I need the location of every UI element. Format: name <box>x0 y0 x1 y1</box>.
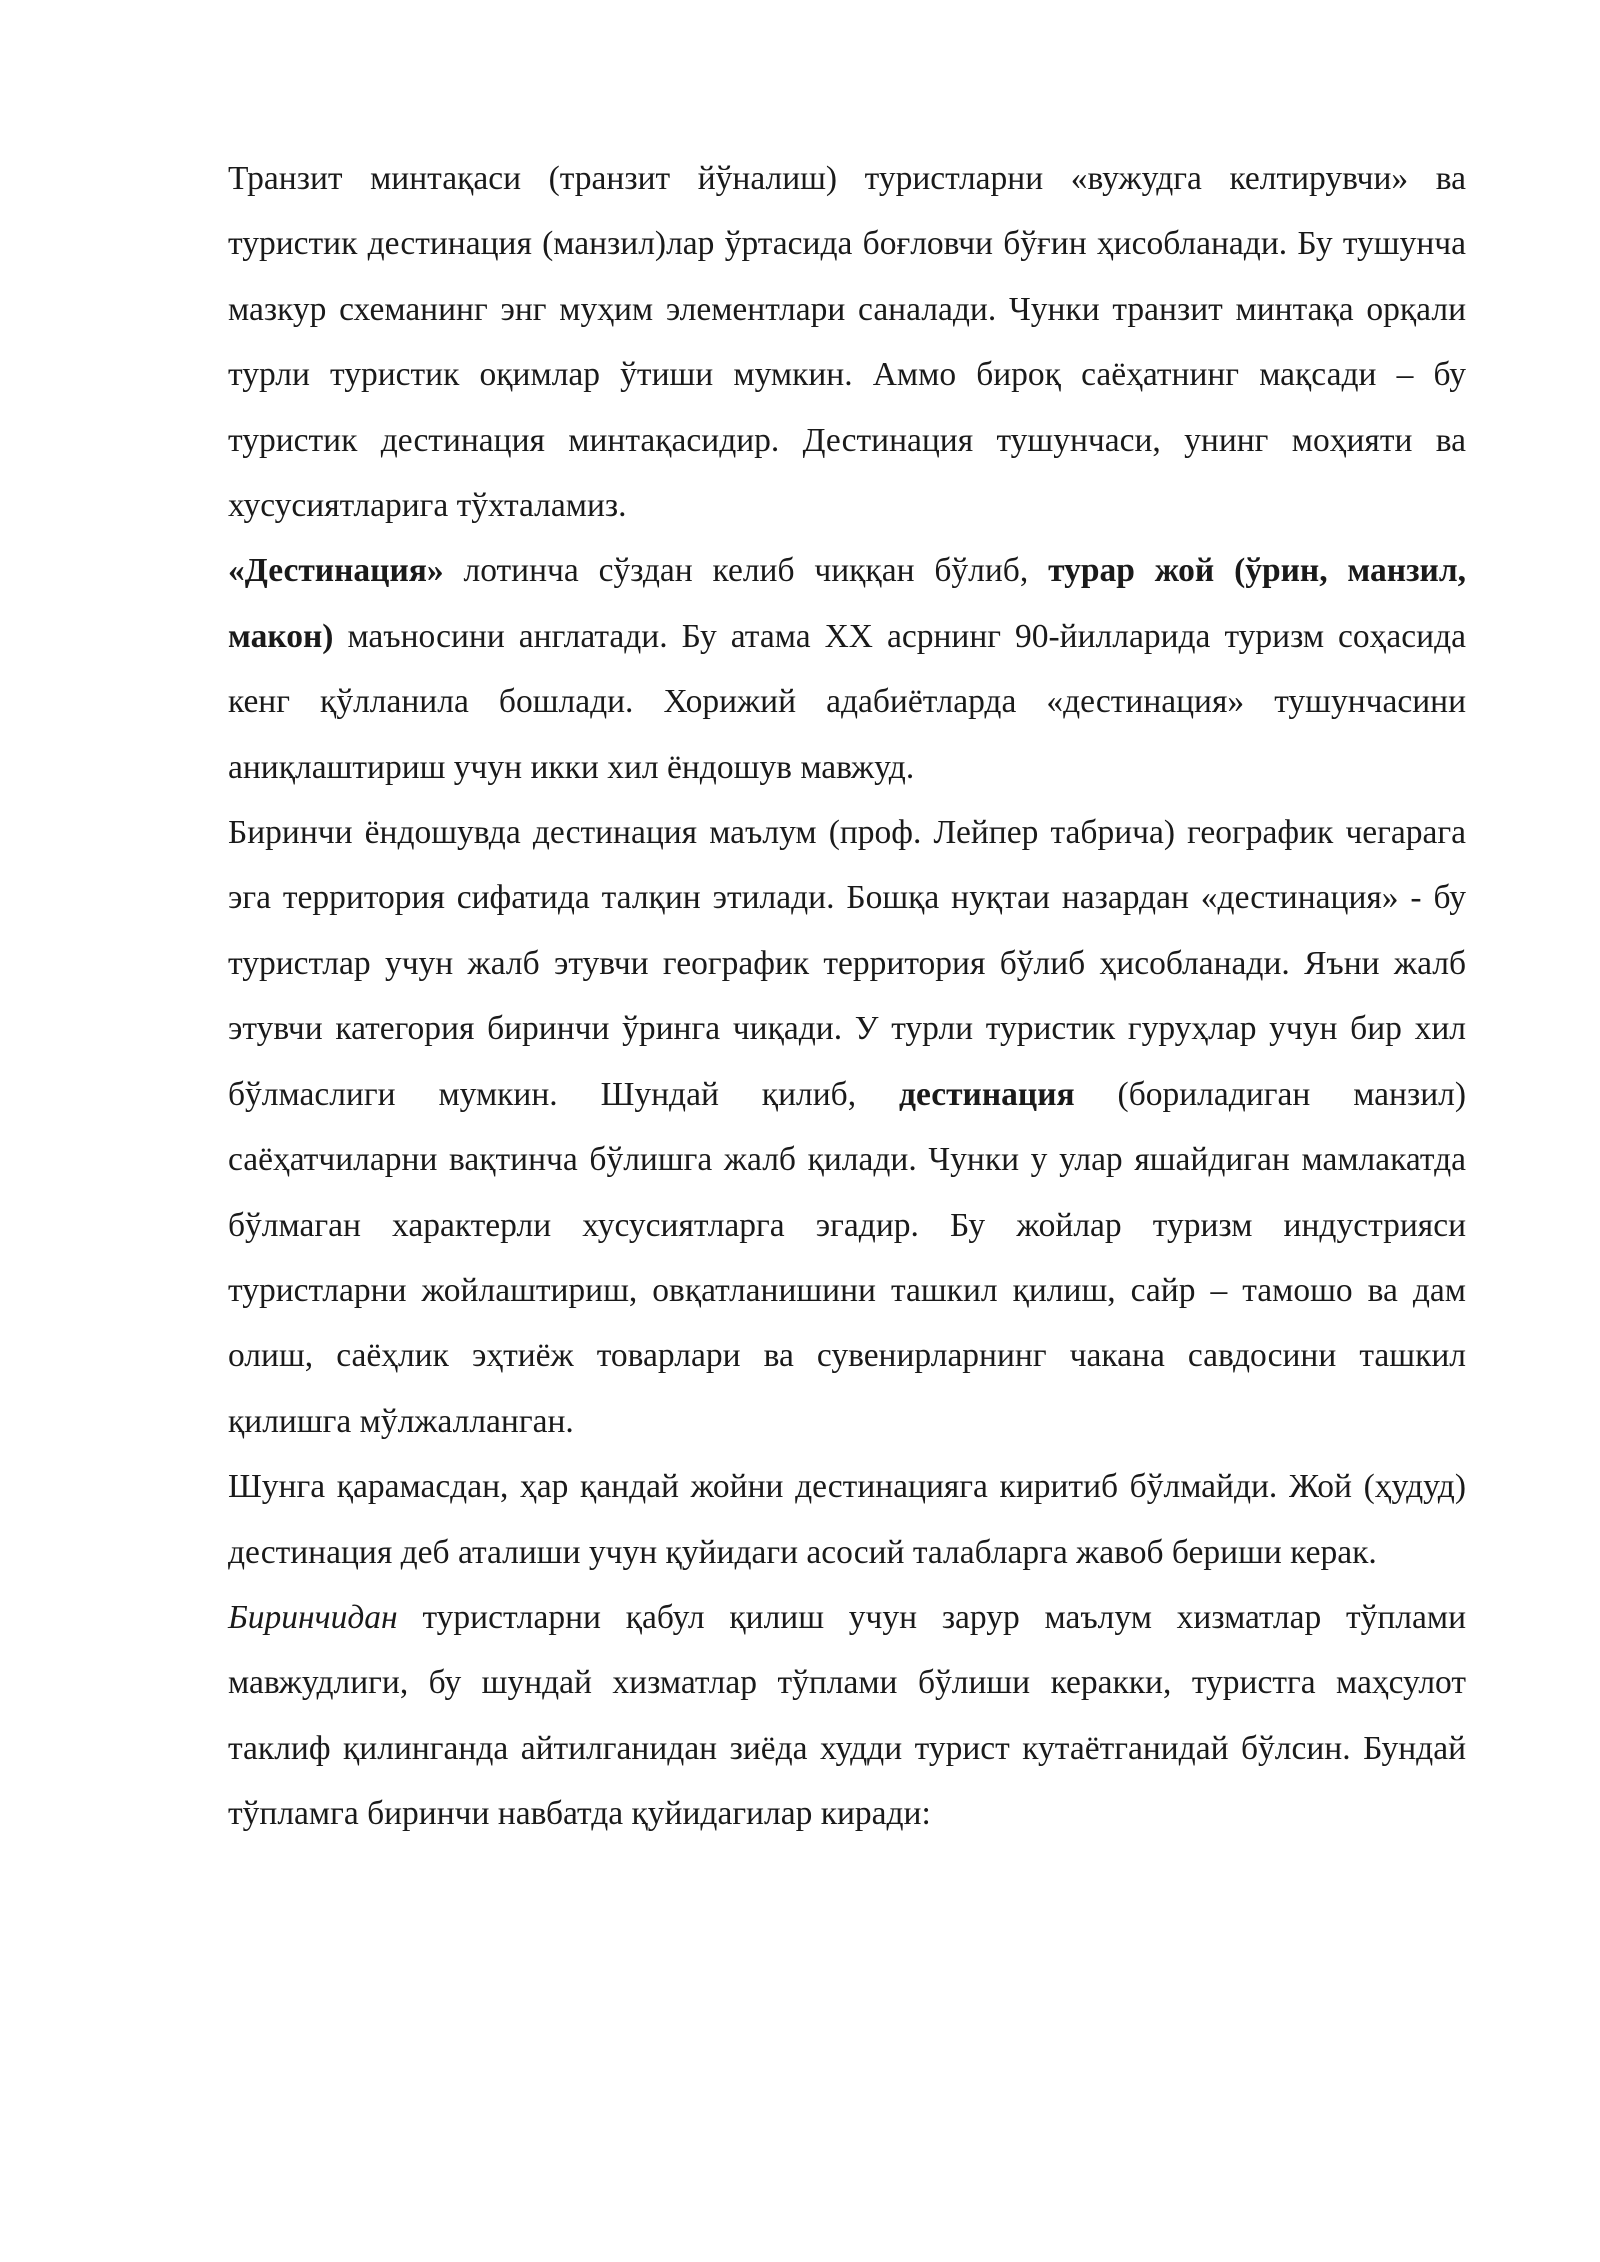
paragraph-transit-region <box>228 146 1466 538</box>
term-destination-bold: «Дестинация» <box>228 552 444 590</box>
paragraph-destination-definition <box>228 538 1466 800</box>
paragraph-text: лотинча сўздан келиб чиққан бўлиб, <box>443 552 1049 590</box>
meaning-bold: турар жой (ўрин, манзил, макон) <box>228 552 1467 655</box>
paragraph-text: Биринчи ёндошувда дестинация маълум (проф. Лейпер табрича) географик чегарага эга территория сифатида талқин этилади. Бошқа нуқтаи назардан «дестинация» - бу туристлар учун жалб этувчи географик территория бўлиб ҳисобланади. Яъни жалб этувчи категория биринчи ўринга чиқади. У турли туристик гуруҳлар учун бир хил бўлмаслиги мумкин. Шундай қилиб, <box>228 814 1466 1113</box>
paragraph-firstly <box>228 1585 1466 1847</box>
document-body <box>228 146 1466 1847</box>
lead-italic: Биринчидан <box>228 1598 398 1636</box>
paragraph-text: Транзит минтақаси (транзит йўналиш) туристларни «вужудга келтирувчи» ва туристик дестинация (манзил)лар ўртасида боғловчи бўғин ҳисобланади. Бу тушунча мазкур схеманинг энг муҳим элементлари саналади. Чунки транзит минтақа орқали турли туристик оқимлар ўтиши мумкин. Аммо бироқ саёҳатнинг мақсади – бу туристик дестинация минтақасидир. Дестинация тушунчаси, унинг моҳияти ва хусусиятларига тўхталамиз. <box>228 160 1466 525</box>
paragraph-text: (бориладиган манзил) саёҳатчиларни вақтинча бўлишга жалб қилади. Чунки у улар яшайдиган мамлакатда бўлмаган характерли хусусиятларга эгадир. Бу жойлар туризм индустрияси туристларни жойлаштириш, овқатланишини ташкил қилиш, сайр – тамошо ва дам олиш, саёҳлик эҳтиёж товарлари ва сувенирларнинг чакана савдосини ташкил қилишга мўлжалланган. <box>228 1075 1466 1440</box>
paragraph-first-approach <box>228 800 1466 1454</box>
paragraph-requirements <box>228 1454 1466 1585</box>
term-destination-bold: дестинация <box>899 1075 1075 1113</box>
paragraph-text: туристларни қабул қилиш учун зарур маълум хизматлар тўплами мавжудлиги, бу шундай хизматлар тўплами бўлиши керакки, туристга маҳсулот таклиф қилинганда айтилганидан зиёда худди турист кутаётганидай бўлсин. Бундай тўпламга биринчи навбатда қуйидагилар киради: <box>228 1598 1466 1833</box>
paragraph-text: Шунга қарамасдан, ҳар қандай жойни дестинацияга киритиб бўлмайди. Жой (ҳудуд) дестинация деб аталиши учун қуйидаги асосий талабларга жавоб бериши керак. <box>228 1468 1466 1571</box>
paragraph-text: маъносини англатади. Бу атама ХХ асрнинг 90-йилларида туризм соҳасида кенг қўлланила бошлади. Хорижий адабиётларда «дестинация» тушунчасини аниқлаштириш учун икки хил ёндошув мавжуд. <box>228 617 1466 786</box>
